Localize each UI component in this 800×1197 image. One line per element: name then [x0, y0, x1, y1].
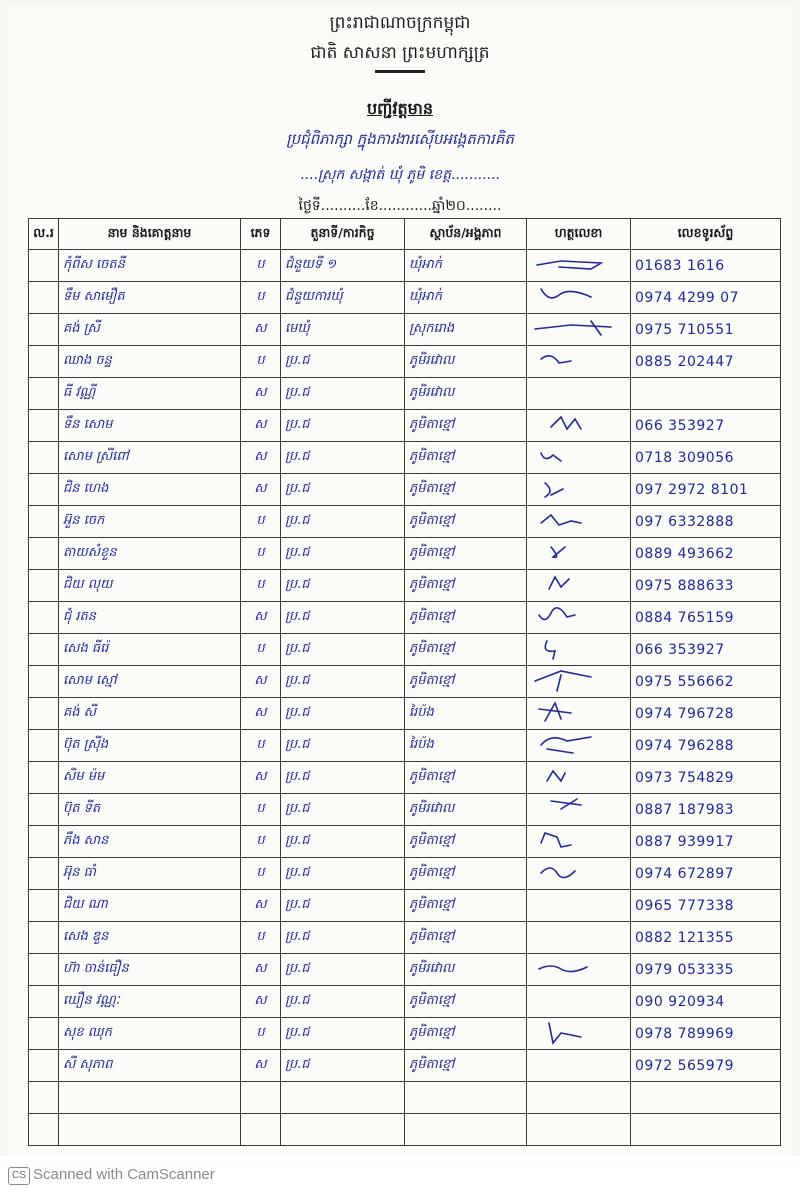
cell-name: ទឹន សោម: [59, 410, 241, 442]
cell-organization: ភូមិរវោល: [405, 378, 527, 410]
cell-number: [29, 954, 59, 986]
cell-organization: ភូមិតាខ្មៅ: [405, 1018, 527, 1050]
handwritten-signature: [531, 347, 621, 373]
header-organization: ស្ថាប័ន/អង្គភាព: [405, 219, 527, 250]
table-row: [29, 954, 781, 986]
cell-signature: [527, 1114, 631, 1146]
cell-signature: [527, 250, 631, 282]
table-row: [29, 570, 781, 602]
cell-phone: 097 2972 8101: [631, 474, 781, 506]
header-role: តួនាទី/ការកិច្ច: [281, 219, 405, 250]
cell-sex: ប: [241, 282, 281, 314]
cell-organization: ឃុំអាក់: [405, 282, 527, 314]
cell-number: [29, 634, 59, 666]
cell-signature: [527, 826, 631, 858]
cell-sex: ស: [241, 410, 281, 442]
cell-phone: [631, 1114, 781, 1146]
table-row: [29, 730, 781, 762]
table-row: [29, 890, 781, 922]
cell-name: ជិយ ណា: [59, 890, 241, 922]
cell-role: ប្រ.ជ: [281, 858, 405, 890]
handwritten-signature: [531, 955, 621, 981]
cell-number: [29, 730, 59, 762]
cell-role: ប្រ.ជ: [281, 730, 405, 762]
handwritten-signature: [531, 1019, 621, 1045]
cell-sex: ប: [241, 730, 281, 762]
cell-role: ប្រ.ជ: [281, 506, 405, 538]
cell-organization: ស្រុករោង: [405, 314, 527, 346]
cell-phone: 0979 053335: [631, 954, 781, 986]
handwritten-signature: [531, 763, 621, 789]
cell-number: [29, 922, 59, 954]
cell-number: [29, 506, 59, 538]
handwritten-signature: [531, 283, 621, 309]
cell-role: ប្រ.ជ: [281, 762, 405, 794]
cell-role: ប្រ.ជ: [281, 538, 405, 570]
handwritten-signature: [531, 251, 621, 277]
table-row: [29, 1082, 781, 1114]
cell-signature: [527, 282, 631, 314]
cell-role: ប្រ.ជ: [281, 634, 405, 666]
table-row: [29, 634, 781, 666]
table-row: [29, 858, 781, 890]
handwritten-signature: [531, 667, 621, 693]
cell-signature: [527, 602, 631, 634]
handwritten-signature: [531, 635, 621, 661]
cell-role: ប្រ.ជ: [281, 666, 405, 698]
ornament-divider: [375, 70, 425, 73]
cell-phone: 0887 939917: [631, 826, 781, 858]
cell-sex: ប: [241, 506, 281, 538]
cell-organization: ភូមិតាខ្មៅ: [405, 410, 527, 442]
cell-sex: ប: [241, 250, 281, 282]
cell-sex: ប: [241, 634, 281, 666]
cell-sex: ប: [241, 570, 281, 602]
cell-organization: ភូមិតាខ្មៅ: [405, 1050, 527, 1082]
table-row: [29, 250, 781, 282]
cell-role: ប្រ.ជ: [281, 474, 405, 506]
cell-phone: 0975 710551: [631, 314, 781, 346]
handwritten-signature: [531, 795, 621, 821]
cell-number: [29, 570, 59, 602]
table-row: [29, 666, 781, 698]
table-row: [29, 794, 781, 826]
cell-number: [29, 410, 59, 442]
cell-role: ប្រ.ជ: [281, 570, 405, 602]
cell-signature: [527, 442, 631, 474]
table-row: [29, 826, 781, 858]
cell-sex: ស: [241, 1050, 281, 1082]
cell-sex: ប: [241, 538, 281, 570]
handwritten-signature: [531, 859, 621, 885]
cell-phone: 0974 672897: [631, 858, 781, 890]
cell-name: គង់ សី: [59, 698, 241, 730]
table-row: [29, 506, 781, 538]
cell-sex: ស: [241, 314, 281, 346]
cell-sex: ស: [241, 602, 281, 634]
page-title: បញ្ជីវត្តមាន: [366, 99, 433, 118]
cell-signature: [527, 1082, 631, 1114]
cell-number: [29, 1114, 59, 1146]
handwritten-signature: [531, 475, 621, 501]
cell-role: មេឃុំ: [281, 314, 405, 346]
cell-phone: 0974 4299 07: [631, 282, 781, 314]
table-row: [29, 922, 781, 954]
cell-organization: ភូមិរវោល: [405, 954, 527, 986]
cell-number: [29, 602, 59, 634]
header-name: នាម និងគោត្តនាម: [59, 219, 241, 250]
cell-name: [59, 1082, 241, 1114]
scanner-watermark: Scanned with CamScanner: [33, 1166, 215, 1183]
table-row: [29, 762, 781, 794]
cell-number: [29, 282, 59, 314]
cell-name: ជិយ លុយ: [59, 570, 241, 602]
cell-role: ប្រ.ជ: [281, 698, 405, 730]
cell-number: [29, 250, 59, 282]
cell-organization: ភូមិតាខ្មៅ: [405, 922, 527, 954]
cell-name: ហ៊ា ចាន់ធឿន: [59, 954, 241, 986]
cell-name: ធី វណ្ណី: [59, 378, 241, 410]
cell-role: ប្រ.ជ: [281, 890, 405, 922]
table-row: [29, 1018, 781, 1050]
cell-signature: [527, 538, 631, 570]
table-row: [29, 698, 781, 730]
header-sex: ភេទ: [241, 219, 281, 250]
cell-phone: 01683 1616: [631, 250, 781, 282]
cell-organization: ភូមិតាខ្មៅ: [405, 474, 527, 506]
cell-number: [29, 538, 59, 570]
table-row: [29, 1114, 781, 1146]
cell-name: ឈាង ចន្ទ: [59, 346, 241, 378]
cell-sex: ស: [241, 474, 281, 506]
cell-signature: [527, 378, 631, 410]
cell-organization: ឃុំអាក់: [405, 250, 527, 282]
cell-signature: [527, 986, 631, 1018]
location-line: ....ស្រុក សង្កាត់ ឃុំ ភូមិ ខេត្ត...........: [300, 167, 500, 183]
header-phone: លេខទូរស័ព្ទ: [631, 219, 781, 250]
cell-role: ជំនួយទី ១: [281, 250, 405, 282]
cell-phone: 0887 187983: [631, 794, 781, 826]
cell-name: ប៊ុត ស្រ៊ីង: [59, 730, 241, 762]
cell-organization: ភូមិតាខ្មៅ: [405, 890, 527, 922]
table-row: [29, 538, 781, 570]
cell-signature: [527, 506, 631, 538]
cell-organization: ភូមិតាខ្មៅ: [405, 570, 527, 602]
cell-number: [29, 1082, 59, 1114]
cell-number: [29, 858, 59, 890]
cell-phone: [631, 378, 781, 410]
cell-name: សោម ស្រីពៅ: [59, 442, 241, 474]
cell-signature: [527, 474, 631, 506]
cell-role: ប្រ.ជ: [281, 442, 405, 474]
cell-name: ជិន ហេង: [59, 474, 241, 506]
cell-name: [59, 1114, 241, 1146]
cell-signature: [527, 1018, 631, 1050]
cell-name: អ៊ុន ធាំ: [59, 858, 241, 890]
cell-organization: [405, 1082, 527, 1114]
cell-name: អ៊ួន ចេក: [59, 506, 241, 538]
cell-organization: ភូមិតាខ្មៅ: [405, 826, 527, 858]
table-header-row: [29, 219, 781, 250]
handwritten-signature: [531, 507, 621, 533]
cell-phone: 0978 789969: [631, 1018, 781, 1050]
cell-sex: [241, 1082, 281, 1114]
cell-number: [29, 762, 59, 794]
cell-sex: ស: [241, 378, 281, 410]
handwritten-signature: [531, 699, 621, 725]
cell-role: ប្រ.ជ: [281, 1050, 405, 1082]
cell-phone: 0974 796728: [631, 698, 781, 730]
cell-phone: 0972 565979: [631, 1050, 781, 1082]
handwritten-signature: [531, 539, 621, 565]
cell-phone: 066 353927: [631, 410, 781, 442]
cell-organization: ភូមិតាខ្មៅ: [405, 538, 527, 570]
cell-organization: ភូមិតាខ្មៅ: [405, 442, 527, 474]
cell-role: ប្រ.ជ: [281, 986, 405, 1018]
cell-phone: 0974 796288: [631, 730, 781, 762]
cell-organization: ភូមិតាខ្មៅ: [405, 762, 527, 794]
cell-number: [29, 442, 59, 474]
cell-organization: [405, 1114, 527, 1146]
cell-role: ប្រ.ជ: [281, 954, 405, 986]
cell-phone: 0973 754829: [631, 762, 781, 794]
motto-line: ជាតិ សាសនា ព្រះមហាក្សត្រ: [310, 43, 490, 63]
table-row: [29, 986, 781, 1018]
cell-name: តាយសំខួន: [59, 538, 241, 570]
cell-name: សី សុភាព: [59, 1050, 241, 1082]
cell-organization: ភូមិរវោល: [405, 346, 527, 378]
cell-number: [29, 794, 59, 826]
cell-organization: រៃប៉ង: [405, 730, 527, 762]
table-row: [29, 1050, 781, 1082]
cell-sex: ប: [241, 794, 281, 826]
cell-sex: ស: [241, 698, 281, 730]
cell-sex: ស: [241, 666, 281, 698]
cell-signature: [527, 346, 631, 378]
cell-number: [29, 826, 59, 858]
cell-role: ប្រ.ជ: [281, 794, 405, 826]
table-row: [29, 410, 781, 442]
cell-sex: ស: [241, 890, 281, 922]
cell-sex: ប: [241, 858, 281, 890]
cell-phone: [631, 1082, 781, 1114]
table-row: [29, 346, 781, 378]
cell-organization: ភូមិតាខ្មៅ: [405, 858, 527, 890]
cell-organization: ភូមិតាខ្មៅ: [405, 634, 527, 666]
cell-role: ប្រ.ជ: [281, 922, 405, 954]
attendance-table: [28, 218, 781, 1146]
cell-organization: រៃប៉ង: [405, 698, 527, 730]
cell-name: កុំពីស ចេតនី: [59, 250, 241, 282]
cell-number: [29, 346, 59, 378]
cell-signature: [527, 794, 631, 826]
cell-role: ប្រ.ជ: [281, 346, 405, 378]
cell-signature: [527, 954, 631, 986]
cell-name: សេង ឌួន: [59, 922, 241, 954]
cell-phone: 0718 309056: [631, 442, 781, 474]
handwritten-signature: [531, 315, 621, 341]
cell-sex: ប: [241, 1018, 281, 1050]
cell-name: សេង ធីរ៉េ: [59, 634, 241, 666]
cell-organization: ភូមិតាខ្មៅ: [405, 666, 527, 698]
cell-phone: 0889 493662: [631, 538, 781, 570]
cell-role: ប្រ.ជ: [281, 1018, 405, 1050]
cell-phone: 0882 121355: [631, 922, 781, 954]
cell-role: ប្រ.ជ: [281, 602, 405, 634]
cell-role: [281, 1082, 405, 1114]
cell-role: ប្រ.ជ: [281, 410, 405, 442]
cell-number: [29, 890, 59, 922]
cell-signature: [527, 410, 631, 442]
header-signature: ហត្ថលេខា: [527, 219, 631, 250]
cell-signature: [527, 858, 631, 890]
table-row: [29, 314, 781, 346]
handwritten-signature: [531, 443, 621, 469]
cell-name: គង់ ស្រី: [59, 314, 241, 346]
cell-phone: 0884 765159: [631, 602, 781, 634]
cell-name: ឃឿន វណ្ណៈ: [59, 986, 241, 1018]
cell-signature: [527, 666, 631, 698]
handwritten-signature: [531, 603, 621, 629]
cell-number: [29, 986, 59, 1018]
table-row: [29, 474, 781, 506]
handwritten-signature: [531, 827, 621, 853]
cell-sex: ស: [241, 762, 281, 794]
date-line: ថ្ងៃទី..........ខែ............ឆ្នាំ២០........: [298, 198, 502, 214]
cell-phone: 097 6332888: [631, 506, 781, 538]
cell-sex: ស: [241, 954, 281, 986]
cell-number: [29, 314, 59, 346]
cell-signature: [527, 890, 631, 922]
cell-name: សុខ ឈុក: [59, 1018, 241, 1050]
cell-number: [29, 378, 59, 410]
handwritten-signature: [531, 571, 621, 597]
cell-signature: [527, 762, 631, 794]
table-row: [29, 442, 781, 474]
cell-number: [29, 1018, 59, 1050]
cell-role: ប្រ.ជ: [281, 378, 405, 410]
cell-role: [281, 1114, 405, 1146]
cell-organization: ភូមិតាខ្មៅ: [405, 506, 527, 538]
cell-phone: 066 353927: [631, 634, 781, 666]
cell-signature: [527, 730, 631, 762]
cell-number: [29, 698, 59, 730]
cell-sex: ប: [241, 826, 281, 858]
cell-signature: [527, 314, 631, 346]
cell-name: សោម ស្មៅ: [59, 666, 241, 698]
table-row: [29, 378, 781, 410]
cell-number: [29, 1050, 59, 1082]
meeting-subtitle: ប្រជុំពិភាក្សា ក្នុងការងារស៊ើបអង្កេតការគិត: [286, 130, 514, 148]
camscanner-logo: CS: [8, 1167, 30, 1185]
cell-phone: 0965 777338: [631, 890, 781, 922]
cell-name: ប៊ុត ទីត: [59, 794, 241, 826]
cell-number: [29, 474, 59, 506]
table-row: [29, 602, 781, 634]
cell-organization: ភូមិតាខ្មៅ: [405, 602, 527, 634]
cell-sex: [241, 1114, 281, 1146]
table-row: [29, 282, 781, 314]
cell-name: សិម ម៉ម: [59, 762, 241, 794]
cell-name: ជុំ រតន: [59, 602, 241, 634]
header-number: ល.រ: [29, 219, 59, 250]
cell-signature: [527, 698, 631, 730]
cell-name: ទឹម សាមឿត: [59, 282, 241, 314]
cell-organization: ភូមិតាខ្មៅ: [405, 986, 527, 1018]
cell-phone: 0975 888633: [631, 570, 781, 602]
cell-name: ភឹង សាន: [59, 826, 241, 858]
cell-phone: 090 920934: [631, 986, 781, 1018]
cell-signature: [527, 570, 631, 602]
cell-sex: ប: [241, 346, 281, 378]
cell-organization: ភូមិរវោល: [405, 794, 527, 826]
cell-signature: [527, 922, 631, 954]
kingdom-line: ព្រះរាជាណាចក្រកម្ពុជា: [329, 13, 471, 33]
cell-sex: ប: [241, 922, 281, 954]
cell-signature: [527, 1050, 631, 1082]
handwritten-signature: [531, 411, 621, 437]
cell-sex: ស: [241, 986, 281, 1018]
cell-phone: 0885 202447: [631, 346, 781, 378]
cell-signature: [527, 634, 631, 666]
handwritten-signature: [531, 731, 621, 757]
cell-role: ជំនួយការឃុំ: [281, 282, 405, 314]
cell-role: ប្រ.ជ: [281, 826, 405, 858]
cell-phone: 0975 556662: [631, 666, 781, 698]
cell-sex: ស: [241, 442, 281, 474]
cell-number: [29, 666, 59, 698]
